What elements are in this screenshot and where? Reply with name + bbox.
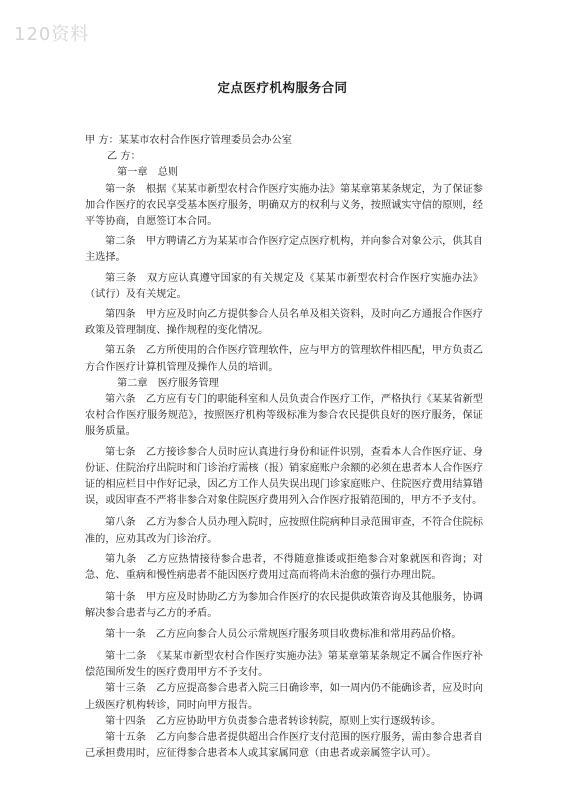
article-15: 第十五条 乙方向参合患者提供超出合作医疗支付范围的医疗服务，需由参合患者自己承担费用时，应征得参合患者本人或其家属同意（由患者或亲属签字认可）。 (85, 731, 483, 760)
article-12: 第十二条 《某某市新型农村合作医疗实施办法》第某章第某条规定不属合作医疗补偿范围所发生的医疗费用甲方不予支付。 (85, 650, 483, 679)
party-b-line: 乙 方： (107, 151, 141, 163)
article-3: 第三条 双方应认真遵守国家的有关规定及《某某市新型农村合作医疗实施办法》（试行）及有关规定。 (85, 272, 483, 300)
article-13: 第十三条 乙方应提高参合患者入院三日确诊率，如一周内仍不能确诊者，应及时向上级医疗机构转诊，同时向甲方报告。 (85, 683, 483, 711)
article-2: 第二条 甲方聘请乙方为某某市合作医疗定点医疗机构，并向参合对象公示，供其自主选择。 (85, 236, 483, 264)
chapter-heading-1: 第一章 总则 (117, 167, 179, 179)
article-9: 第九条 乙方应热情接待参合患者，不得随意推诿或拒绝参合对象就医和咨询；对急、危、重病和慢性病患者不能因医疗费用过高而将尚未治愈的强行办理出院。 (85, 553, 483, 582)
article-11: 第十一条 乙方应向参合人员公示常规医疗服务项目收费标准和常用药品价格。 (105, 628, 462, 640)
article-5: 第五条 乙方所使用的合作医疗管理软件，应与甲方的管理软件相匹配，甲方负责乙方合作医疗计算机管理及操作人员的培训。 (85, 345, 483, 373)
chapter-heading-2: 第二章 医疗服务管理 (117, 377, 219, 389)
article-8: 第八条 乙方为参合人员办理入院时，应按照住院病种目录范围审查，不符合住院标准的，应劝其改为门诊治疗。 (85, 517, 483, 545)
article-1: 第一条 根据《某某市新型农村合作医疗实施办法》第某章第某条规定，为了保证参加合作医疗的农民享受基本医疗服务，明确双方的权利与义务，按照诚实守信的原则，经平等协商，自愿签订本合同。 (85, 183, 483, 228)
document-body (85, 133, 483, 762)
party-a-line: 甲 方：某某市农村合作医疗管理委员会办公室 (85, 135, 292, 146)
article-4: 第四条 甲方应及时向乙方提供参合人员名单及相关资料，及时向乙方通报合作医疗政策及管理制度、操作规程的变化情况。 (85, 309, 483, 337)
document-title: 定点医疗机构服务合同 (217, 80, 348, 95)
watermark: 120资料 (14, 24, 90, 45)
article-14: 第十四条 乙方应协助甲方负责参合患者转诊转院，原则上实行逐级转诊。 (105, 715, 442, 727)
article-6: 第六条 乙方应有专门的职能科室和人员负责合作医疗工作，严格执行《某某省新型农村合作医疗服务规范》，按照医疗机构等级标准为参合农民提供良好的医疗服务，保证服务质量。 (85, 394, 483, 438)
article-10: 第十条 甲方应及时协助乙方为参加合作医疗的农民提供政策咨询及其他服务，协调解决参合患者与乙方的矛盾。 (85, 592, 483, 620)
article-7: 第七条 乙方接诊参合人员时应认真进行身份和证件识别，查看本人合作医疗证、身份证、住院治疗出院时和门诊治疗需核（报）销家庭账户余额的必须在患者本人合作医疗证的相应栏目中作好记录，因乙方工作人员失误出现门诊家庭账户、住院医疗费用结算错误，或因审查不严将非参合对象住院医疗费用列入合作医疗报销范围的，甲方不予支付。 (85, 446, 483, 507)
